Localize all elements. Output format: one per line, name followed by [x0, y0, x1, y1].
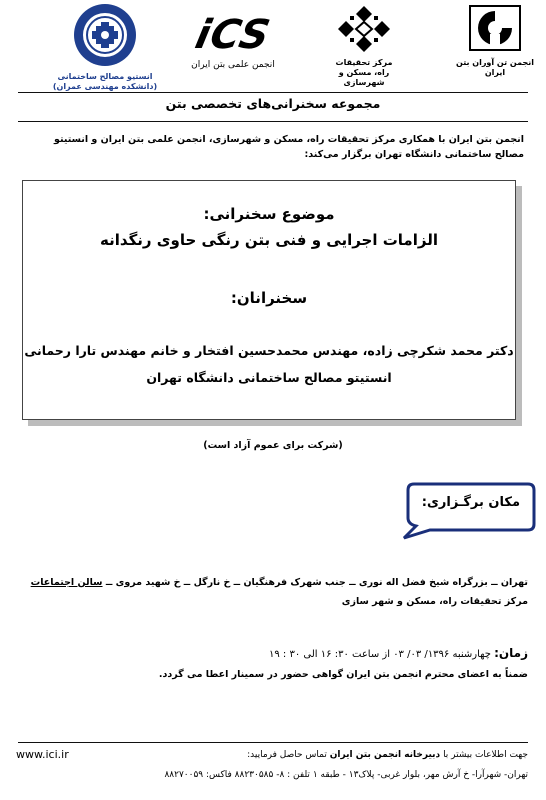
research-center-emblem-icon	[338, 4, 390, 54]
footer	[16, 745, 528, 785]
lecture-topic: الزامات اجرایی و فنی بتن رنگی حاوی رنگدانه	[100, 231, 438, 249]
footer-info-org: دبیرخانه انجمن بتن ایران	[329, 750, 441, 760]
lecture-box	[22, 180, 516, 420]
footer-address: تهران- شهرآرا- خ آرش مهر، بلوار غربی- پلاک۱۳ - طبقه ۱ تلفن : ۸- ۸۸۲۳۰۵۸۵ فاکس: ۸۸۲۷۰۰۵۹	[164, 770, 528, 780]
header-divider	[18, 92, 528, 93]
ici-caption: انجمن علمی بتن ایران	[191, 60, 275, 70]
concrete-institute-emblem-icon	[466, 2, 524, 54]
venue-callout	[400, 482, 536, 540]
university-institute-logo	[50, 2, 160, 92]
address-institution: مرکز تحقیقات راه، مسکن و شهر سازی	[341, 596, 528, 607]
time-value: چهارشنبه ۱۳۹۶/ ۰۳/ ۰۳ از ساعت ۳۰: ۱۶ الی ۳۰ : ۱۹	[269, 649, 491, 660]
free-admission-note: (شرکت برای عموم آزاد است)	[203, 440, 343, 451]
road-research-center-logo	[318, 4, 410, 88]
address-main: تهران ــ بزرگراه شیخ فضل اله نوری ــ جنب شهرک فرهنگیان ــ خ نارگل ــ خ شهید مروی ــ	[105, 577, 528, 588]
research-center-caption-2: راه، مسکن و شهرسازی	[338, 68, 390, 87]
speakers-label: سخنرانان:	[230, 289, 308, 307]
certificate-note: ضمناً به اعضای محترم انجمن بتن ایران گواهی حضور در سمینار اعطا می گردد.	[158, 669, 528, 680]
logo-strip	[0, 0, 546, 96]
research-center-caption-1: مرکز تحقیقات	[335, 58, 393, 67]
time-label: زمان:	[494, 646, 528, 660]
venue-label: مکان برگـزاری:	[421, 495, 520, 510]
topic-label: موضوع سخنرانی:	[203, 205, 335, 223]
university-institute-caption-2: (دانشکده مهندسی عمران)	[52, 82, 158, 91]
ici-wordmark: iCS	[191, 12, 275, 58]
speakers-names: دکتر محمد شکرچی زاده، مهندس محمدحسین افتخار و خانم مهندس تارا رحمانی	[24, 343, 514, 358]
speech-bubble-icon	[400, 482, 536, 540]
university-institute-caption-1: انستیو مصالح ساختمانی	[57, 72, 153, 81]
time-section	[16, 643, 528, 685]
concrete-institute-logo	[452, 2, 538, 78]
speakers-affiliation: انستیتو مصالح ساختمانی دانشگاه تهران	[146, 370, 392, 385]
footer-info-suffix: تماس حاصل فرمایید:	[247, 750, 327, 760]
venue-address	[16, 573, 528, 611]
footer-divider	[18, 742, 528, 743]
address-hall: سالن اجتماعات	[30, 577, 103, 588]
concrete-institute-caption: انجمن تن آوران بتن ایران	[456, 58, 534, 77]
title-divider	[18, 121, 528, 122]
ici-logo	[176, 14, 290, 70]
intro-text: انجمن بتن ایران با همکاری مرکز تحقیقات راه، مسکن و شهرسازی، انجمن علمی بتن ایران و انستیتو مصالح ساختمانی دانشگاه تهران برگزار می‌کند:	[54, 134, 524, 160]
page-title: مجموعه سخنرانی‌های تخصصی بتن	[165, 96, 381, 111]
university-seal-icon	[72, 2, 138, 68]
footer-info-prefix: جهت اطلاعات بیشتر با	[443, 750, 528, 760]
website-link[interactable]: www.ici.ir	[16, 748, 69, 761]
